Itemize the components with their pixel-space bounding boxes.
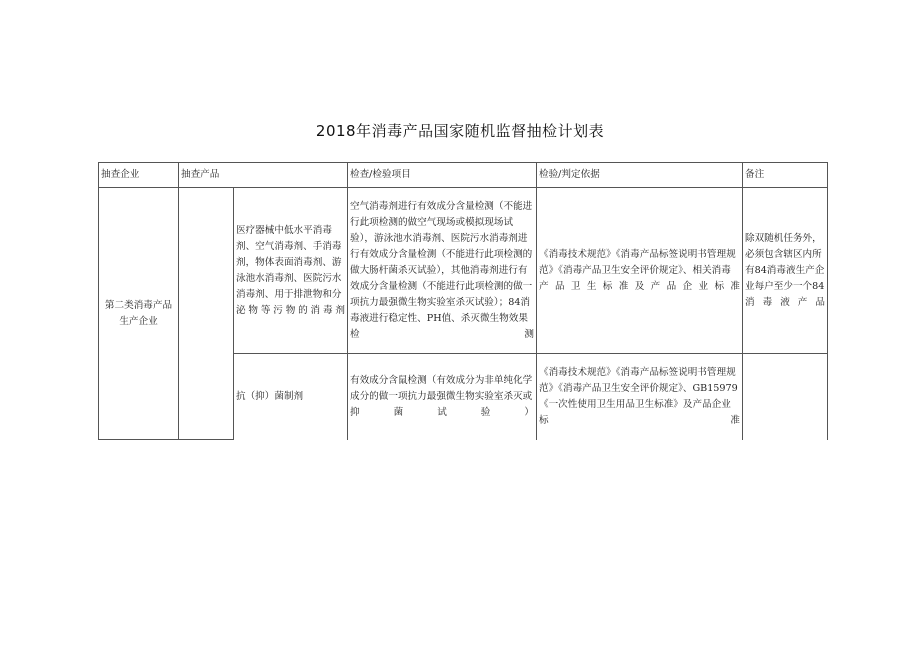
enterprise-cell: 第二类消毒产品生产企业 [99,188,179,440]
header-basis: 检验/判定依据 [537,163,743,188]
header-remarks: 备注 [743,163,828,188]
table-row [99,188,828,354]
remarks-cell [743,354,828,440]
header-items: 检查/检验项目 [348,163,537,188]
header-enterprise: 抽查企业 [99,163,179,188]
remarks-cell: 除双随机任务外，必须包含辖区内所有84消毒液生产企业每户至少一个84消毒液产品 [743,188,828,354]
product-cell: 医疗器械中低水平消毒剂、空气消毒剂、手消毒剂，物体表面消毒剂、游泳池水消毒剂、医院污水消毒剂、用于排泄物和分泌物等污物的消毒剂 [234,188,348,354]
blank-cell [179,188,234,440]
basis-cell: 《消毒技术规范》《消毒产品标签说明书管理规范》《消毒产品卫生安全评价规定》、相关消毒产品卫生标准及产品企业标准 [537,188,743,354]
page-title: 2018年消毒产品国家随机监督抽检计划表 [315,122,605,140]
items-cell: 空气消毒剂进行有效成分含量检测（不能进行此项检测的做空气现场或模拟现场试验），游泳池水消毒剂、医院污水消毒剂进行有效成分含量检测（不能进行此项检测的做大肠杆菌杀灭试验），其他消毒剂进行有效成分含量检测（不能进行此项检测的做一项抗力最强微生物实验室杀灭试验）；84消毒液进行稳定性、PH值、杀灭微生物效果检测 [348,188,537,354]
table-header-row [99,163,828,188]
inspection-plan-table [98,162,828,440]
items-cell: 有效成分含鼠检测（有效成分为非单纯化学成分的做一项抗力最强微生物实验室杀灭或抑菌试验） [348,354,537,440]
product-cell: 抗（抑）菌制剂 [234,354,348,440]
header-product: 抽查产品 [179,163,348,188]
basis-cell: 《消毒技术规范》《消毒产品标签说明书管理规范》《消毒产品卫生安全评价规定》、GB15979《一次性使用卫生用品卫生标准》及产品企业标准 [537,354,743,440]
